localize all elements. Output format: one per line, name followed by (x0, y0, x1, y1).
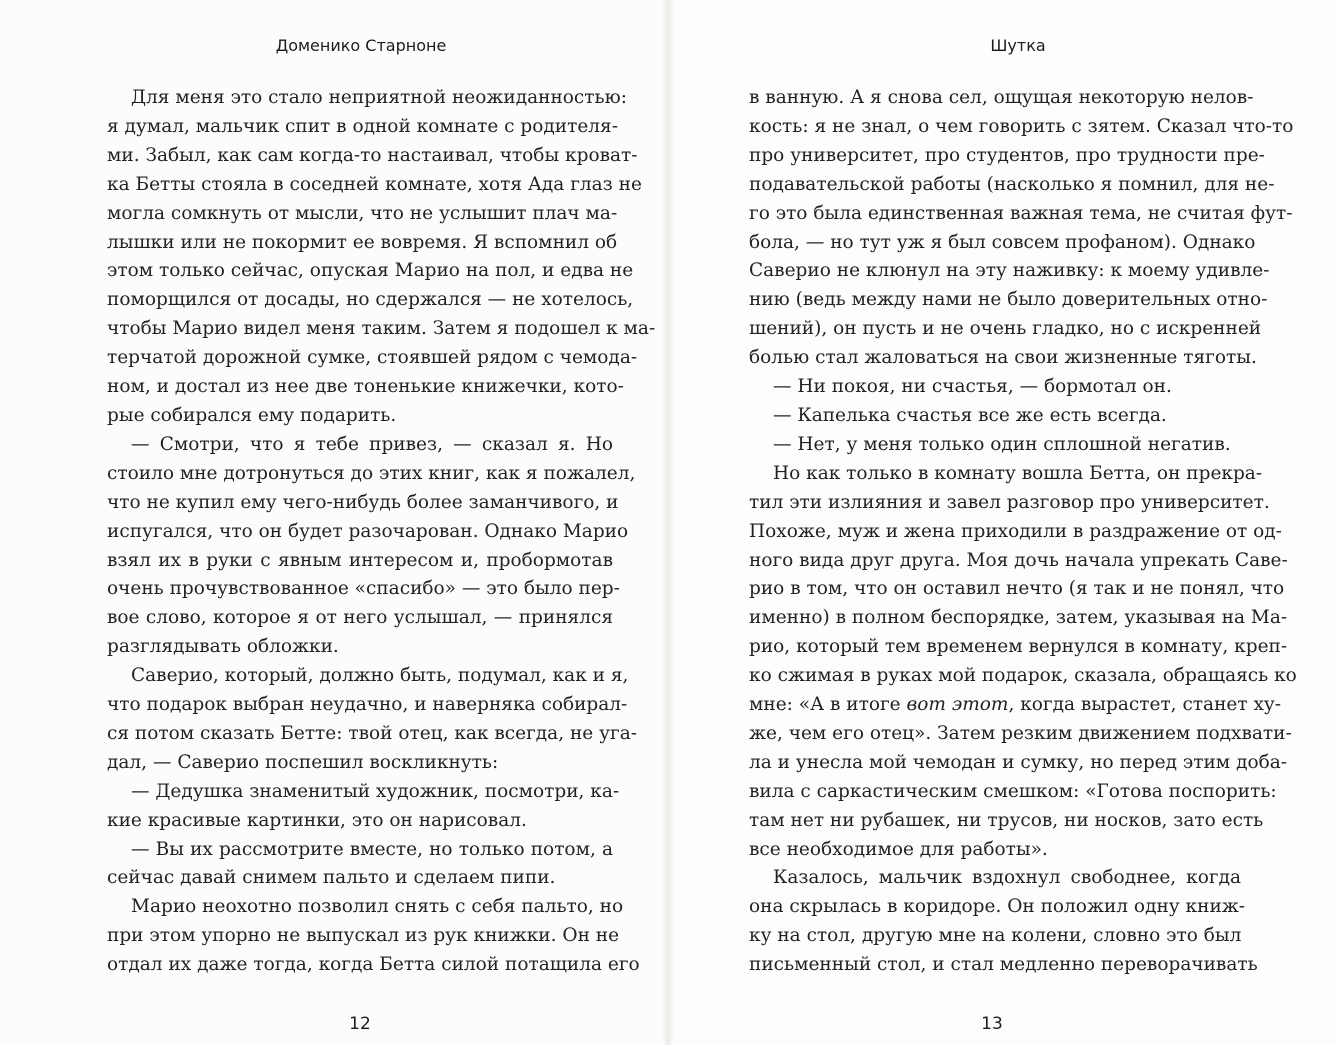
left-page (0, 0, 668, 1045)
text-line: — Вы их рассмотрите вместе, но только потом, а (131, 838, 613, 860)
text-line: могла сомкнуть от мысли, что не услышит плач ма- (107, 202, 618, 224)
text-line: — Нет, у меня только один сплошной негатив. (773, 433, 1231, 455)
emphasis: вот этот (906, 694, 1009, 716)
book-gutter (662, 0, 674, 1045)
text-line: разглядывать обложки. (107, 636, 339, 658)
text-line: вила с саркастическим смешком: «Готова поспорить: (749, 780, 1277, 802)
text-line: письменный стол, и стал медленно переворачивать (749, 954, 1258, 976)
text-line: ла и унесла мой чемодан и сумку, но перед этим доба- (749, 751, 1288, 773)
text-line: Марио неохотно позволил снять с себя пальто, но (131, 896, 624, 918)
text-line: кие красивые картинки, это он нарисовал. (107, 809, 527, 831)
text-line: этом только сейчас, опуская Марио на пол, и едва не (107, 260, 634, 282)
body-text (107, 84, 656, 980)
text-line: же, чем его отец». Затем резким движением подхвати- (749, 722, 1292, 744)
text-line: терчатой дорожной сумке, стоявшей рядом с чемода- (107, 347, 638, 369)
text-line: ка Бетты стояла в соседней комнате, хотя Ада глаз не (107, 173, 642, 195)
text-line: бола, — но тут уж я был совсем профаном). Однако (749, 231, 1256, 253)
text-line: поморщился от досады, но сдержался — не хотелось, (107, 289, 634, 311)
text-line: именно) в полном беспорядке, затем, указывая на Ма- (749, 607, 1288, 629)
text-line: — Капелька счастья все же есть всегда. (773, 404, 1167, 426)
body-text (749, 84, 1297, 980)
text-line: я думал, мальчик спит в одной комнате с родителя- (107, 115, 618, 137)
text-line: Саверио не клюнул на эту наживку: к моему удивле- (749, 260, 1270, 282)
page-number: 13 (981, 1014, 1003, 1034)
text-line: сейчас давай снимем пальто и сделаем пипи. (107, 867, 556, 889)
text-line: при этом упорно не выпускал из рук книжки. Он не (107, 925, 620, 947)
text-line: рио в том, что он оставил нечто (я так и не понял, что (749, 578, 1285, 600)
text-line: в ванную. А я снова сел, ощущая некоторую нелов- (749, 87, 1254, 108)
right-page (668, 0, 1337, 1045)
text-line: рио, который тем временем вернулся в комнату, креп- (749, 636, 1288, 658)
text-line: ном, и достал из нее две тоненькие книжечки, кото- (107, 376, 624, 398)
text-line: все необходимое для работы». (749, 838, 1048, 860)
text-line: кость: я не знал, о чем говорить с зятем. Сказал что-то (749, 115, 1294, 137)
text-line: рые собирался ему подарить. (107, 404, 397, 426)
text-line: что подарок выбран неудачно, и наверняка собирал- (107, 694, 628, 716)
text-line: — Ни покоя, ни счастья, — бормотал он. (773, 376, 1172, 398)
text-line: взял их в руки с явным интересом и, пробормотав (107, 549, 613, 571)
text-line: стоило мне дотронуться до этих книг, как я пожалел, (107, 462, 636, 484)
text-line: чтобы Марио видел меня таким. Затем я подошел к ма- (107, 318, 656, 340)
text-line: про университет, про студентов, про трудности пре- (749, 144, 1265, 166)
text-line: лышки или не покормит ее вовремя. Я вспомнил об (107, 231, 618, 253)
text-line: ся потом сказать Бетте: твой отец, как всегда, не уга- (107, 722, 637, 744)
text-line: — Смотри, что я тебе привез, — сказал я. Но (131, 433, 613, 455)
text-line: там нет ни рубашек, ни трусов, ни носков, зато есть (749, 809, 1264, 831)
text-line: ко сжимая в руках мой подарок, сказала, обращаясь ко (749, 665, 1297, 687)
text-line: тил эти излияния и завел разговор про университет. (749, 491, 1270, 513)
text-line: — Дедушка знаменитый художник, посмотри, ка- (131, 780, 620, 802)
text-line: болью стал жаловаться на свои жизненные тяготы. (749, 347, 1257, 369)
text-line: Похоже, муж и жена приходили в раздражение от од- (749, 520, 1282, 542)
text-line: вое слово, которое я от него услышал, — принялся (107, 607, 613, 629)
page-number: 12 (349, 1014, 371, 1034)
text-line: очень прочувствованное «спасибо» — это было пер- (107, 578, 620, 600)
text-line: дал, — Саверио поспешил воскликнуть: (107, 751, 499, 773)
text-line: что не купил ему чего-нибудь более заманчивого, и (107, 491, 619, 513)
text-line: отдал их даже тогда, когда Бетта силой потащила его (107, 954, 640, 976)
text-line: ми. Забыл, как сам когда-то настаивал, чтобы кроват- (107, 144, 638, 166)
text-line: она скрылась в коридоре. Он положил одну книж- (749, 896, 1246, 918)
text-line: Саверио, который, должно быть, подумал, как и я, (131, 665, 629, 687)
text-line: го это была единственная важная тема, не считая фут- (749, 202, 1293, 224)
text-line: Но как только в комнату вошла Бетта, он прекра- (773, 462, 1263, 484)
running-head-title: Шутка (990, 36, 1046, 55)
text-line: нию (ведь между нами не было доверительных отно- (749, 289, 1268, 311)
text-line: ку на стол, другую мне на колени, словно это был (749, 925, 1242, 947)
running-head-author: Доменико Старноне (275, 36, 447, 55)
text-line: подавательской работы (насколько я помнил, для не- (749, 173, 1275, 195)
text-line: мне: «А в итоге вот этот, когда вырастет, станет ху- (749, 694, 1282, 716)
text-line: шений), он пусть и не очень гладко, но с искренней (749, 318, 1262, 340)
text-line: ного вида друг друга. Моя дочь начала упрекать Саве- (749, 549, 1288, 571)
text-line: испугался, что он будет разочарован. Однако Марио (107, 520, 629, 542)
text-line: Казалось, мальчик вздохнул свободнее, когда (773, 867, 1241, 889)
text-line: Для меня это стало неприятной неожиданностью: (131, 87, 627, 108)
